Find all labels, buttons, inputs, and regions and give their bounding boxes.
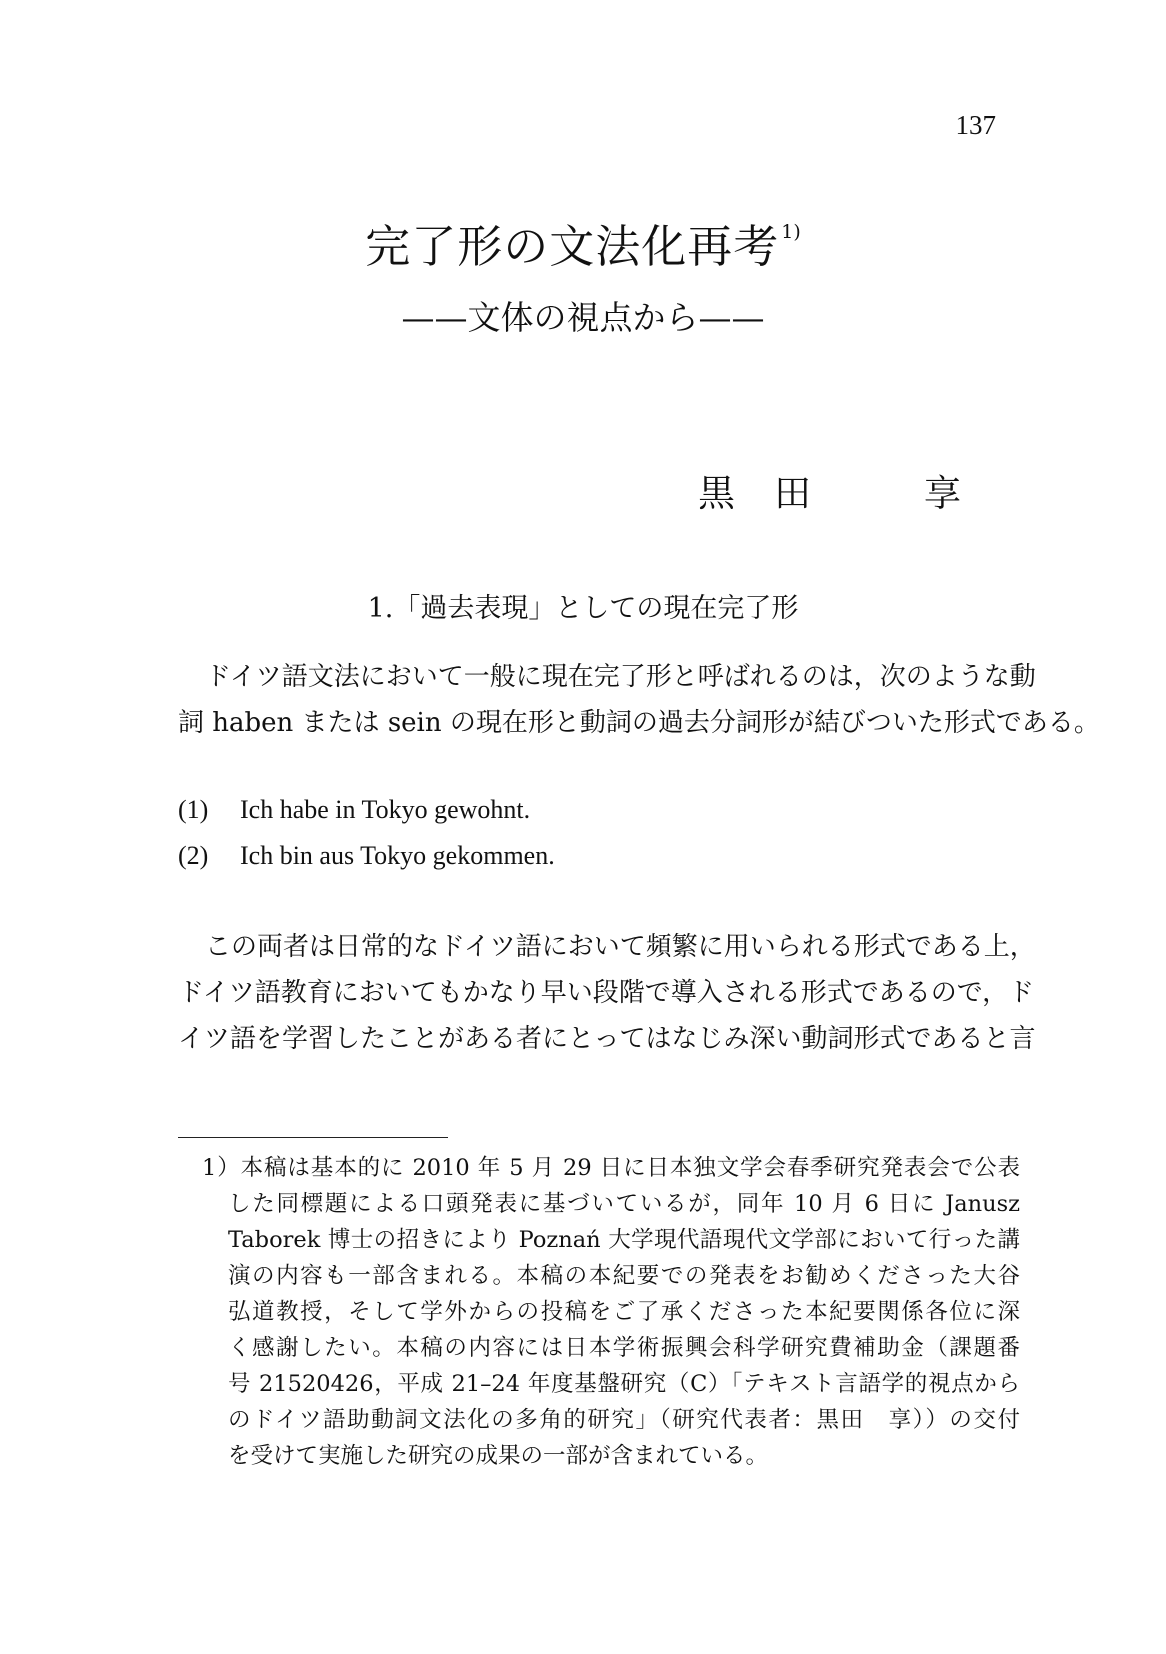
example-1-text: Ich habe in Tokyo gewohnt. <box>240 795 531 824</box>
footnote-line-2: した同標題による口頭発表に基づいているが，同年 10 月 6 日に Janusz <box>228 1191 1020 1217</box>
author-char-2: 田 <box>774 472 811 515</box>
paragraph-1-line-2: 詞 haben または sein の現在形と動詞の過去分詞形が結びついた形式である。 <box>178 708 1100 738</box>
paragraph-2-line-2: ドイツ語教育においてもかなり早い段階で導入される形式であるので，ド <box>178 978 1035 1008</box>
author-char-1: 黒 <box>698 472 735 515</box>
paragraph-2-line-3: イツ語を学習したことがある者にとってはなじみ深い動詞形式であると言 <box>178 1024 1036 1054</box>
example-1 <box>178 794 530 825</box>
author-char-3: 享 <box>924 472 961 515</box>
footnote-1 <box>202 1150 1020 1474</box>
page-number: 137 <box>955 110 996 140</box>
paragraph-2-line-1: この両者は日常的なドイツ語において頻繁に用いられる形式である上， <box>205 932 1036 962</box>
footnote-line-3: Taborek 博士の招きにより Poznań 大学現代語現代文学部において行った講 <box>228 1227 1020 1253</box>
paragraph-1-line-1: ドイツ語文法において一般に現在完了形と呼ばれるのは，次のような動 <box>205 662 1036 692</box>
footnote-line-7: 号 21520426，平成 21–24 年度基盤研究（C）「テキスト言語学的視点から <box>228 1371 1020 1397</box>
footnote-line-4: 演の内容も一部含まれる。本稿の本紀要での発表をお勧めくださった大谷 <box>228 1263 1020 1289</box>
footnote-line-9: を受けて実施した研究の成果の一部が含まれている。 <box>228 1443 769 1469</box>
example-1-number: (1) <box>178 795 209 824</box>
footnote-separator <box>178 1137 448 1138</box>
paragraph-1 <box>178 654 1100 746</box>
example-2-number: (2) <box>178 841 209 870</box>
example-2 <box>178 840 555 871</box>
footnote-line-5: 弘道教授，そして学外からの投稿をご了承くださった本紀要関係各位に深 <box>228 1299 1020 1325</box>
article-title <box>0 222 1166 272</box>
footnote-line-8: のドイツ語助動詞文法化の多角的研究」（研究代表者：黒田 享））の交付 <box>228 1407 1020 1433</box>
example-2-text: Ich bin aus Tokyo gekommen. <box>240 841 555 870</box>
paragraph-2 <box>178 924 1036 1062</box>
title-footnote-ref[interactable]: 1) <box>781 221 801 243</box>
footnote-line-1: 1）本稿は基本的に 2010 年 5 月 29 日に日本独文学会春季研究発表会で公表 <box>202 1155 1020 1181</box>
author-name <box>698 474 978 515</box>
article-title-text: 完了形の文法化再考 <box>365 220 780 273</box>
footnote-line-6: く感謝したい。本稿の内容には日本学術振興会科学研究費補助金（課題番 <box>228 1335 1020 1361</box>
article-subtitle: ——文体の視点から—— <box>401 298 765 337</box>
section-heading: 1.「過去表現」としての現在完了形 <box>367 593 799 624</box>
